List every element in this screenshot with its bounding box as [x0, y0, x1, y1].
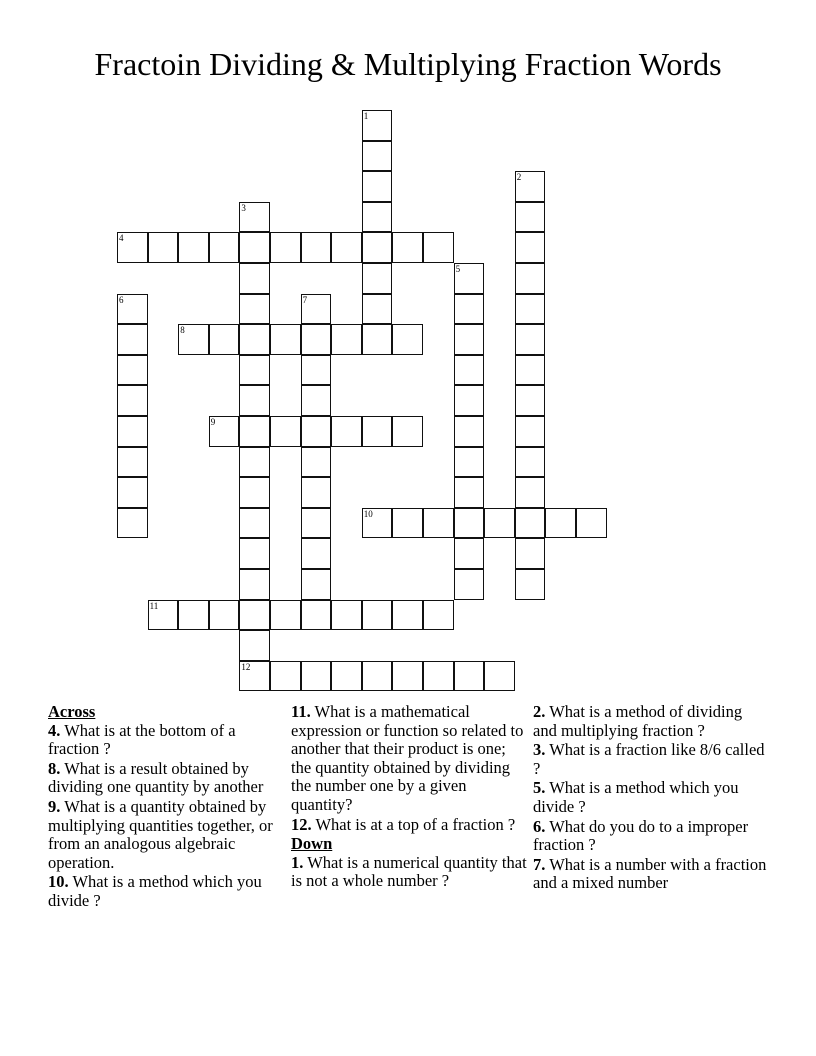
grid-cell[interactable]	[362, 202, 393, 233]
clue-number: 7	[302, 294, 308, 305]
clue-across-4: 4. What is at the bottom of a fraction ?	[48, 720, 236, 759]
grid-cell[interactable]	[362, 661, 393, 692]
grid-cell[interactable]	[454, 508, 485, 539]
grid-cell[interactable]	[484, 508, 515, 539]
grid-cell[interactable]	[301, 508, 332, 539]
grid-cell[interactable]	[331, 661, 362, 692]
grid-cell[interactable]	[392, 232, 423, 263]
grid-cell[interactable]	[301, 355, 332, 386]
clue-number: 9	[210, 417, 216, 427]
grid-cell[interactable]	[301, 600, 332, 631]
grid-cell[interactable]	[178, 324, 209, 355]
grid-cell[interactable]	[515, 324, 546, 355]
clue-number: 1	[363, 111, 369, 121]
grid-cell[interactable]	[117, 324, 148, 355]
clue-down-1: 1. What is a numerical quantity that is not a whole number ?	[291, 852, 527, 891]
grid-cell[interactable]	[515, 508, 546, 539]
grid-cell[interactable]	[301, 477, 332, 508]
grid-cell[interactable]	[270, 661, 301, 692]
grid-cell[interactable]	[239, 202, 270, 233]
grid-cell[interactable]	[117, 385, 148, 416]
grid-cell[interactable]	[362, 324, 393, 355]
grid-cell[interactable]	[178, 232, 209, 263]
grid-cell[interactable]	[239, 385, 270, 416]
grid-cell[interactable]	[454, 416, 485, 447]
grid-cell[interactable]	[454, 661, 485, 692]
grid-cell[interactable]	[392, 661, 423, 692]
grid-cell[interactable]	[239, 569, 270, 600]
grid-cell[interactable]	[515, 416, 546, 447]
grid-cell[interactable]	[454, 294, 485, 325]
grid-cell[interactable]	[515, 355, 546, 386]
crossword-grid	[117, 110, 607, 692]
grid-cell[interactable]	[515, 171, 546, 202]
clue-across-8: 8. What is a result obtained by dividing one quantity by another	[48, 758, 264, 797]
puzzle-title: Fractoin Dividing & Multiplying Fraction Words	[94, 46, 722, 82]
grid-cell[interactable]	[392, 324, 423, 355]
grid-cell[interactable]	[270, 416, 301, 447]
grid-cell[interactable]	[239, 661, 270, 692]
clue-number: 10	[363, 508, 373, 519]
grid-cell[interactable]	[301, 294, 332, 325]
grid-cell[interactable]	[117, 294, 148, 325]
grid-cell[interactable]	[301, 232, 332, 263]
grid-cell[interactable]	[178, 600, 209, 631]
grid-cell[interactable]	[454, 477, 485, 508]
clue-down-2: 2. What is a method of dividing and multiplying fraction ?	[533, 702, 743, 740]
grid-cell[interactable]	[362, 600, 393, 631]
grid-cell[interactable]	[515, 447, 546, 478]
clue-across-10: 10. What is a method which you divide ?	[48, 872, 262, 910]
grid-cell[interactable]	[515, 538, 546, 569]
grid-cell[interactable]	[209, 416, 240, 447]
grid-cell[interactable]	[392, 416, 423, 447]
grid-cell[interactable]	[454, 569, 485, 600]
grid-cell[interactable]	[117, 416, 148, 447]
grid-cell[interactable]	[270, 324, 301, 355]
grid-cell[interactable]	[515, 385, 546, 416]
clue-across-11: 11. What is a mathematical expression or function so related to another that their product is one; the quantity obtained by dividing the number one by a given quantity?	[291, 702, 524, 814]
grid-cell[interactable]	[454, 263, 485, 294]
grid-cell[interactable]	[515, 263, 546, 294]
grid-cell[interactable]	[454, 447, 485, 478]
clues-column-3	[533, 703, 769, 894]
across-heading: Across	[48, 702, 96, 721]
grid-cell[interactable]	[239, 508, 270, 539]
grid-cell[interactable]	[301, 569, 332, 600]
clue-number: 12	[241, 661, 251, 672]
grid-cell[interactable]	[117, 477, 148, 508]
grid-cell[interactable]	[209, 600, 240, 631]
clues-column-1	[48, 703, 284, 912]
clues-column-2	[291, 703, 527, 892]
clue-across-12: 12. What is at a top of a fraction ?	[291, 814, 516, 834]
grid-cell[interactable]	[331, 324, 362, 355]
grid-cell[interactable]	[362, 110, 393, 141]
grid-cell[interactable]	[423, 600, 454, 631]
grid-cell[interactable]	[423, 232, 454, 263]
grid-cell[interactable]	[362, 171, 393, 202]
grid-cell[interactable]	[239, 538, 270, 569]
grid-cell[interactable]	[239, 600, 270, 631]
grid-cell[interactable]	[239, 477, 270, 508]
grid-cell[interactable]	[454, 355, 485, 386]
grid-cell[interactable]	[239, 447, 270, 478]
grid-cell[interactable]	[392, 508, 423, 539]
grid-cell[interactable]	[117, 232, 148, 263]
clue-down-5: 5. What is a method which you divide ?	[533, 778, 739, 816]
grid-cell[interactable]	[239, 294, 270, 325]
grid-cell[interactable]	[301, 324, 332, 355]
grid-cell[interactable]	[148, 232, 179, 263]
grid-cell[interactable]	[239, 232, 270, 263]
grid-cell[interactable]	[301, 661, 332, 692]
clue-down-7: 7. What is a number with a fraction and a mixed number	[533, 854, 767, 893]
grid-cell[interactable]	[454, 324, 485, 355]
grid-cell[interactable]	[301, 447, 332, 478]
grid-cell[interactable]	[515, 477, 546, 508]
clue-number: 3	[241, 202, 246, 213]
grid-cell[interactable]	[239, 263, 270, 294]
clue-down-6: 6. What do you do to a improper fraction ?	[533, 816, 749, 855]
grid-cell[interactable]	[423, 508, 454, 539]
grid-cell[interactable]	[270, 600, 301, 631]
clue-number: 6	[119, 294, 124, 305]
grid-cell[interactable]	[515, 569, 546, 600]
grid-cell[interactable]	[362, 141, 393, 172]
grid-cell[interactable]	[454, 385, 485, 416]
grid-cell[interactable]	[362, 263, 393, 294]
grid-cell[interactable]	[239, 630, 270, 661]
grid-cell[interactable]	[239, 416, 270, 447]
clue-number: 11	[149, 600, 159, 611]
grid-cell[interactable]	[239, 355, 270, 386]
grid-cell[interactable]	[301, 538, 332, 569]
clue-down-3: 3. What is a fraction like 8/6 called ?	[533, 740, 765, 778]
grid-cell[interactable]	[423, 661, 454, 692]
grid-cell[interactable]	[392, 600, 423, 631]
grid-cell[interactable]	[576, 508, 607, 539]
grid-cell[interactable]	[515, 294, 546, 325]
grid-cell[interactable]	[117, 447, 148, 478]
grid-cell[interactable]	[362, 294, 393, 325]
grid-cell[interactable]	[331, 416, 362, 447]
grid-cell[interactable]	[331, 232, 362, 263]
clue-number: 5	[455, 264, 461, 274]
grid-cell[interactable]	[331, 600, 362, 631]
grid-cell[interactable]	[362, 508, 393, 539]
grid-cell[interactable]	[454, 538, 485, 569]
grid-cell[interactable]	[209, 324, 240, 355]
grid-cell[interactable]	[362, 232, 393, 263]
grid-cell[interactable]	[515, 232, 546, 263]
grid-cell[interactable]	[301, 416, 332, 447]
clue-number: 2	[516, 172, 522, 183]
grid-cell[interactable]	[301, 385, 332, 416]
grid-cell[interactable]	[545, 508, 576, 539]
grid-cell[interactable]	[117, 355, 148, 386]
grid-cell[interactable]	[148, 600, 179, 631]
grid-cell[interactable]	[362, 416, 393, 447]
clue-across-9: 9. What is a quantity obtained by multiplying quantities together, or from an analogous algebraic operation.	[48, 796, 273, 872]
grid-cell[interactable]	[209, 232, 240, 263]
grid-cell[interactable]	[515, 202, 546, 233]
down-heading: Down	[291, 834, 333, 854]
grid-cell[interactable]	[270, 232, 301, 263]
clue-number: 8	[180, 325, 185, 336]
grid-cell[interactable]	[239, 324, 270, 355]
grid-cell[interactable]	[484, 661, 515, 692]
grid-cell[interactable]	[117, 508, 148, 539]
clue-number: 4	[119, 233, 124, 244]
